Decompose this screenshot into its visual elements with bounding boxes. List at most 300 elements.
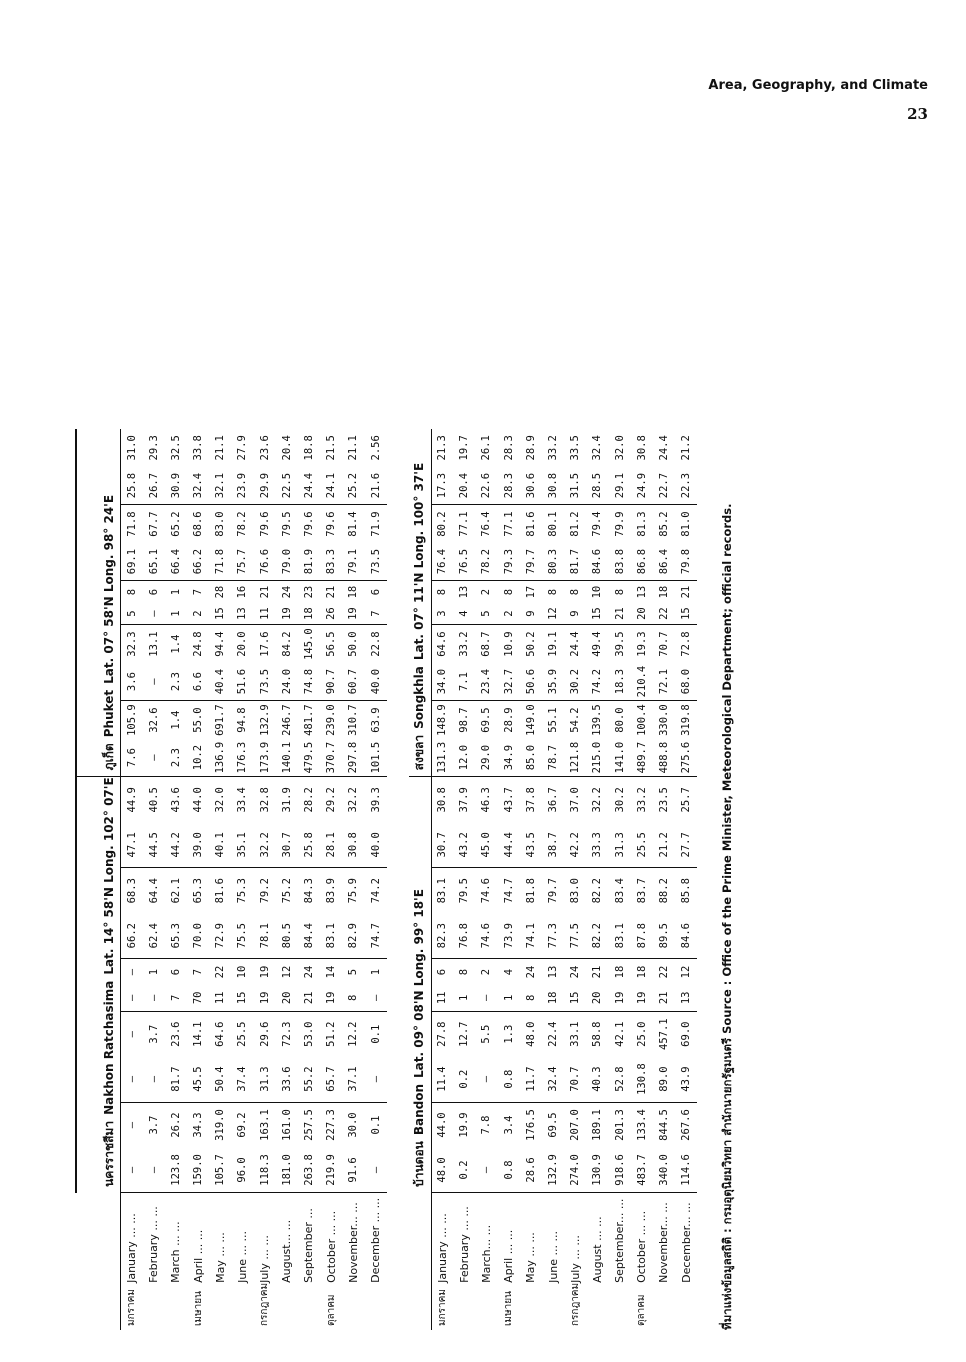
value-cell: 19.3 — [635, 631, 648, 657]
value-cell: 30.2 — [564, 663, 586, 701]
value-cell: 18 — [298, 603, 320, 625]
value-cell: 22.4 — [547, 1021, 560, 1047]
value-cell: 25.8 — [298, 822, 320, 867]
value-cell: — — [143, 1057, 165, 1102]
value-cell: 40.3 — [586, 1057, 608, 1102]
value-cell: 7 — [192, 588, 205, 596]
value-cell: 51.6 — [231, 663, 253, 701]
source-note: ที่มาแห่งข้อมูลสถิติ : กรมอุตุนิยมวิทยา สำนักนายกรัฐมนตรี Source : Office of the Prime Minister, Meteorological Department; official records. — [720, 503, 734, 1330]
value-cell: 29.2 — [325, 787, 338, 813]
value-cell: 48.0 — [431, 1147, 453, 1192]
table-row — [564, 429, 586, 1330]
value-cell: 24 — [524, 965, 537, 979]
value-cell: 40.0 — [364, 822, 386, 867]
value-cell: 83.1 — [320, 913, 342, 958]
value-cell: 74.1 — [520, 913, 542, 958]
spacer — [387, 1283, 409, 1330]
station-loc: Lat. 07° 11'N Long. 100° 37'E — [412, 462, 427, 661]
value-cell: 23.5 — [657, 787, 670, 813]
value-cell: 20.4 — [280, 435, 293, 461]
value-cell: 20.4 — [453, 467, 475, 505]
value-cell: 65.1 — [143, 543, 165, 581]
table-row — [609, 429, 631, 1330]
value-cell: 310.7 — [347, 704, 360, 736]
season-label — [520, 1283, 542, 1330]
value-cell: 227.3 — [325, 1109, 338, 1141]
value-cell: 100.4 — [635, 704, 648, 736]
value-cell: 21 — [609, 603, 631, 625]
value-cell: 22 — [653, 603, 675, 625]
value-cell: 32.0 — [613, 435, 626, 461]
value-cell: 78.2 — [475, 543, 497, 581]
value-cell: 33.8 — [192, 435, 205, 461]
value-cell: — — [120, 1057, 142, 1102]
value-cell: 6 — [147, 588, 160, 596]
value-cell: 76.4 — [480, 511, 493, 537]
value-cell: 21.1 — [347, 435, 360, 461]
value-cell: 30.8 — [342, 822, 364, 867]
value-cell: 40.0 — [364, 663, 386, 701]
value-cell: 21.2 — [680, 435, 693, 461]
value-cell: 84.6 — [586, 543, 608, 581]
month-label: October ... ... — [324, 1210, 338, 1283]
value-cell: — — [475, 1057, 497, 1102]
value-cell: 35.1 — [231, 822, 253, 867]
value-cell: 64.6 — [436, 631, 449, 657]
value-cell: 64.4 — [147, 878, 160, 904]
value-cell: 17.3 — [431, 467, 453, 505]
value-cell: 75.2 — [280, 878, 293, 904]
value-cell: 52.8 — [609, 1057, 631, 1102]
value-cell: 79.2 — [258, 878, 271, 904]
header-rule-segment — [76, 663, 98, 701]
station-name: Phuket — [101, 689, 116, 738]
value-cell: 65.3 — [165, 913, 187, 958]
value-cell: 32.2 — [591, 787, 604, 813]
value-cell: 37.1 — [342, 1057, 364, 1102]
value-cell: 32.2 — [347, 787, 360, 813]
value-cell: 3.7 — [147, 1115, 160, 1135]
value-cell: 69.0 — [680, 1021, 693, 1047]
value-cell: 30.7 — [431, 822, 453, 867]
value-cell: 24.0 — [276, 663, 298, 701]
value-cell: 83.1 — [609, 913, 631, 958]
value-cell: 29.6 — [258, 1021, 271, 1047]
value-cell: 28.9 — [502, 707, 515, 733]
rotated-climate-table — [75, 170, 735, 1330]
value-cell: — — [364, 985, 386, 1011]
value-cell: 34.0 — [431, 663, 453, 701]
value-cell: 96.0 — [231, 1147, 253, 1192]
season-label — [675, 1283, 697, 1330]
value-cell: — — [143, 985, 165, 1011]
table-row — [431, 429, 453, 1330]
value-cell: 4 — [453, 603, 475, 625]
value-cell: 37.8 — [524, 787, 537, 813]
value-cell: 78.1 — [254, 913, 276, 958]
value-cell: 82.9 — [342, 913, 364, 958]
value-cell: 80.0 — [613, 707, 626, 733]
value-cell: 81.7 — [564, 543, 586, 581]
value-cell: 457.1 — [657, 1018, 670, 1050]
value-cell: 66.4 — [165, 543, 187, 581]
value-cell: 6 — [436, 968, 449, 976]
value-cell: 71.9 — [369, 511, 382, 537]
value-cell: 15 — [586, 603, 608, 625]
station-title — [409, 429, 431, 777]
value-cell: 32.0 — [214, 787, 227, 813]
value-cell: 46.3 — [480, 787, 493, 813]
value-cell: 69.5 — [480, 707, 493, 733]
value-cell: 66.2 — [120, 913, 142, 958]
value-cell: 148.9 — [436, 704, 449, 736]
value-cell: 20 — [586, 985, 608, 1011]
value-cell: 54.2 — [569, 707, 582, 733]
value-cell: 479.5 — [298, 739, 320, 777]
value-cell: 48.0 — [524, 1021, 537, 1047]
value-cell: 141.0 — [609, 739, 631, 777]
value-cell: 81.6 — [214, 878, 227, 904]
value-cell: 173.9 — [254, 739, 276, 777]
running-title: Area, Geography, and Climate — [708, 78, 928, 93]
value-cell: 39.0 — [187, 822, 209, 867]
value-cell: 5 — [120, 603, 142, 625]
value-cell: 83.1 — [436, 878, 449, 904]
value-cell: 51.2 — [325, 1021, 338, 1047]
value-cell: 121.8 — [564, 739, 586, 777]
value-cell: 43.2 — [453, 822, 475, 867]
value-cell: 21.2 — [653, 822, 675, 867]
value-cell: 28.1 — [320, 822, 342, 867]
value-cell: 18 — [635, 965, 648, 979]
value-cell: 79.7 — [547, 878, 560, 904]
value-cell: 7 — [364, 603, 386, 625]
value-cell: 481.7 — [302, 704, 315, 736]
value-cell: 17.6 — [258, 631, 271, 657]
value-cell: 28.6 — [520, 1147, 542, 1192]
value-cell: 22.5 — [276, 467, 298, 505]
table-row — [165, 429, 187, 1330]
value-cell: 24.4 — [569, 631, 582, 657]
value-cell: 263.8 — [298, 1147, 320, 1192]
header-rule-segment — [76, 701, 98, 739]
value-cell: 39.3 — [369, 787, 382, 813]
value-cell: 86.4 — [653, 543, 675, 581]
value-cell: 83.9 — [325, 878, 338, 904]
table-row — [276, 429, 298, 1330]
value-cell: 36.7 — [547, 787, 560, 813]
value-cell: 76.5 — [453, 543, 475, 581]
value-cell: 149.0 — [524, 704, 537, 736]
station-thai: ภูเก็ต — [101, 743, 116, 771]
value-cell: 10 — [591, 585, 604, 599]
value-cell: 42.2 — [564, 822, 586, 867]
season-label: มกราคม — [126, 1289, 138, 1326]
table-row — [254, 429, 276, 1330]
season-label — [364, 1283, 386, 1330]
value-cell: 33.3 — [586, 822, 608, 867]
value-cell: 14.1 — [192, 1021, 205, 1047]
value-cell: 8 — [502, 588, 515, 596]
value-cell: 81.8 — [524, 878, 537, 904]
value-cell: 85.2 — [657, 511, 670, 537]
value-cell: 16 — [236, 585, 249, 599]
value-cell: 13 — [635, 585, 648, 599]
value-cell: 30.9 — [165, 467, 187, 505]
header-rule-segment — [76, 1102, 98, 1147]
value-cell: 44.5 — [143, 822, 165, 867]
table-row — [231, 429, 253, 1330]
value-cell: 87.8 — [631, 913, 653, 958]
month-label: April ... ... — [502, 1229, 516, 1283]
value-cell: 844.5 — [657, 1109, 670, 1141]
value-cell: — — [125, 1031, 138, 1038]
season-label — [609, 1283, 631, 1330]
value-cell: 14 — [325, 965, 338, 979]
value-cell: 176.3 — [231, 739, 253, 777]
value-cell: 5.5 — [480, 1024, 493, 1044]
spacer — [98, 1193, 120, 1283]
season-label: กรกฎาคม — [259, 1282, 271, 1326]
section-gap — [387, 429, 409, 1330]
value-cell: 483.7 — [631, 1147, 653, 1192]
month-label: April ... ... — [191, 1229, 205, 1283]
table-row — [143, 429, 165, 1330]
value-cell: 13 — [675, 985, 697, 1011]
value-cell: 11.4 — [431, 1057, 453, 1102]
value-cell: 19 — [276, 603, 298, 625]
value-cell: 22 — [214, 965, 227, 979]
value-cell: 22.6 — [475, 467, 497, 505]
header-rule-segment — [76, 822, 98, 867]
value-cell: 2 — [187, 603, 209, 625]
month-label: June ... ... — [546, 1230, 560, 1283]
value-cell: 32.3 — [125, 631, 138, 657]
value-cell: 44.2 — [165, 822, 187, 867]
value-cell: 24.4 — [298, 467, 320, 505]
value-cell: 25.0 — [635, 1021, 648, 1047]
season-label — [342, 1283, 364, 1330]
value-cell: 80.1 — [547, 511, 560, 537]
value-cell: 73.9 — [498, 913, 520, 958]
value-cell: 82.2 — [586, 913, 608, 958]
value-cell: 37.9 — [458, 787, 471, 813]
value-cell: 28 — [214, 585, 227, 599]
month-label: January ... ... — [435, 1213, 449, 1283]
value-cell: 319.8 — [680, 704, 693, 736]
value-cell: 79.5 — [280, 511, 293, 537]
header-rule-segment — [76, 543, 98, 581]
value-cell: 32.8 — [258, 787, 271, 813]
value-cell: 84.4 — [298, 913, 320, 958]
value-cell: 20 — [631, 603, 653, 625]
value-cell: 123.8 — [165, 1147, 187, 1192]
value-cell: 27.8 — [436, 1021, 449, 1047]
value-cell: 53.0 — [302, 1021, 315, 1047]
value-cell: 2.3 — [165, 663, 187, 701]
value-cell: 1.4 — [169, 634, 182, 654]
value-cell: 7.1 — [453, 663, 475, 701]
value-cell: 81.4 — [347, 511, 360, 537]
value-cell: 0.2 — [453, 1147, 475, 1192]
season-label — [298, 1283, 320, 1330]
value-cell: 11 — [431, 985, 453, 1011]
value-cell: 1 — [165, 603, 187, 625]
station-name: Songkhla — [412, 666, 427, 729]
value-cell: 81.7 — [165, 1057, 187, 1102]
value-cell: 101.5 — [364, 739, 386, 777]
value-cell: 136.9 — [209, 739, 231, 777]
value-cell: 32.4 — [187, 467, 209, 505]
value-cell: 19 — [320, 985, 342, 1011]
value-cell: 79.7 — [520, 543, 542, 581]
value-cell: 44.9 — [125, 787, 138, 813]
value-cell: 132.9 — [258, 704, 271, 736]
value-cell: 79.5 — [458, 878, 471, 904]
value-cell: 94.8 — [236, 707, 249, 733]
header-rule-segment — [76, 913, 98, 958]
value-cell: 7.6 — [120, 739, 142, 777]
value-cell: 22 — [657, 965, 670, 979]
month-label: June ... ... — [235, 1230, 249, 1283]
value-cell: 30.8 — [635, 435, 648, 461]
value-cell: 918.6 — [609, 1147, 631, 1192]
value-cell: 90.7 — [320, 663, 342, 701]
value-cell: 201.3 — [613, 1109, 626, 1141]
value-cell: 7 — [165, 985, 187, 1011]
value-cell: 8 — [458, 968, 471, 976]
value-cell: 21 — [298, 985, 320, 1011]
value-cell: 65.7 — [320, 1057, 342, 1102]
value-cell: 29.3 — [147, 435, 160, 461]
value-cell: 31.9 — [280, 787, 293, 813]
value-cell: 330.0 — [657, 704, 670, 736]
value-cell: 20 — [276, 985, 298, 1011]
value-cell: 24.9 — [631, 467, 653, 505]
month-label: February ... ... — [147, 1206, 161, 1283]
value-cell: 24.8 — [192, 631, 205, 657]
value-cell: 21.6 — [364, 467, 386, 505]
value-cell: 72.1 — [653, 663, 675, 701]
value-cell: 1 — [453, 985, 475, 1011]
header-rule-segment — [76, 603, 98, 625]
value-cell: 88.2 — [657, 878, 670, 904]
station-title — [98, 429, 120, 777]
value-cell: 63.9 — [369, 707, 382, 733]
value-cell: 23.9 — [231, 467, 253, 505]
value-cell: 340.0 — [653, 1147, 675, 1192]
value-cell: 65.2 — [169, 511, 182, 537]
value-cell: 21 — [591, 965, 604, 979]
value-cell: 45.0 — [475, 822, 497, 867]
value-cell: 26.7 — [143, 467, 165, 505]
value-cell: 24 — [280, 585, 293, 599]
value-cell: 77.5 — [564, 913, 586, 958]
value-cell: 28.5 — [586, 467, 608, 505]
header-rule-segment — [76, 429, 98, 467]
value-cell: 74.8 — [298, 663, 320, 701]
value-cell: 297.8 — [342, 739, 364, 777]
value-cell: 74.6 — [480, 878, 493, 904]
value-cell: 29.0 — [475, 739, 497, 777]
value-cell: 79.9 — [613, 511, 626, 537]
value-cell: — — [364, 1057, 386, 1102]
month-label: December ... ... — [369, 1197, 383, 1283]
value-cell: 79.6 — [302, 511, 315, 537]
value-cell: 13 — [231, 603, 253, 625]
season-label — [231, 1283, 253, 1330]
header-rule-segment — [76, 777, 98, 823]
value-cell: 2 — [480, 968, 493, 976]
station-loc: Lat. 14° 58'N Long. 102° 07'E — [101, 777, 116, 975]
value-cell: 8 — [569, 588, 582, 596]
value-cell: 70.7 — [564, 1057, 586, 1102]
value-cell: 74.2 — [586, 663, 608, 701]
value-cell: 23.6 — [258, 435, 271, 461]
value-cell: — — [143, 1147, 165, 1192]
value-cell: 161.0 — [280, 1109, 293, 1141]
value-cell: 2.3 — [165, 739, 187, 777]
station-loc: Lat. 07° 58'N Long. 98° 24'E — [101, 494, 116, 684]
value-cell: 43.6 — [169, 787, 182, 813]
season-label — [143, 1283, 165, 1330]
value-cell: 30.7 — [276, 822, 298, 867]
value-cell: 79.3 — [498, 543, 520, 581]
value-cell: 10 — [236, 965, 249, 979]
month-label: May ... ... — [524, 1232, 538, 1283]
value-cell: 207.0 — [569, 1109, 582, 1141]
value-cell: 11 — [254, 603, 276, 625]
value-cell: 79.4 — [591, 511, 604, 537]
value-cell: 37.0 — [569, 787, 582, 813]
value-cell: 246.7 — [280, 704, 293, 736]
value-cell: 75.7 — [231, 543, 253, 581]
value-cell: 25.7 — [680, 787, 693, 813]
value-cell: 18.3 — [609, 663, 631, 701]
header-rule-segment — [76, 868, 98, 913]
value-cell: 49.4 — [591, 631, 604, 657]
value-cell: 3.6 — [120, 663, 142, 701]
value-cell: 91.6 — [342, 1147, 364, 1192]
value-cell: 139.5 — [591, 704, 604, 736]
value-cell: 18 — [347, 585, 360, 599]
value-cell: 43.7 — [502, 787, 515, 813]
value-cell: 118.3 — [254, 1147, 276, 1192]
table-row — [675, 429, 697, 1330]
value-cell: 74.7 — [502, 878, 515, 904]
season-label — [475, 1283, 497, 1330]
season-label: เมษายน — [192, 1291, 204, 1326]
value-cell: — — [143, 739, 165, 777]
value-cell: 31.3 — [609, 822, 631, 867]
value-cell: 34.3 — [192, 1112, 205, 1138]
value-cell: 30.6 — [520, 467, 542, 505]
value-cell: 81.3 — [635, 511, 648, 537]
value-cell: 68.6 — [192, 511, 205, 537]
header-rule-segment — [76, 739, 98, 777]
value-cell: 86.8 — [631, 543, 653, 581]
value-cell: 26 — [320, 603, 342, 625]
value-cell: 75.5 — [231, 913, 253, 958]
value-cell: 28.9 — [524, 435, 537, 461]
value-cell: 21.1 — [214, 435, 227, 461]
table-row — [498, 429, 520, 1330]
value-cell: 44.0 — [192, 787, 205, 813]
station-loc: Lat. 09° 08'N Long. 99° 18'E — [412, 889, 427, 1078]
value-cell: 13.1 — [147, 631, 160, 657]
value-cell: 80.5 — [276, 913, 298, 958]
value-cell: 24 — [302, 965, 315, 979]
